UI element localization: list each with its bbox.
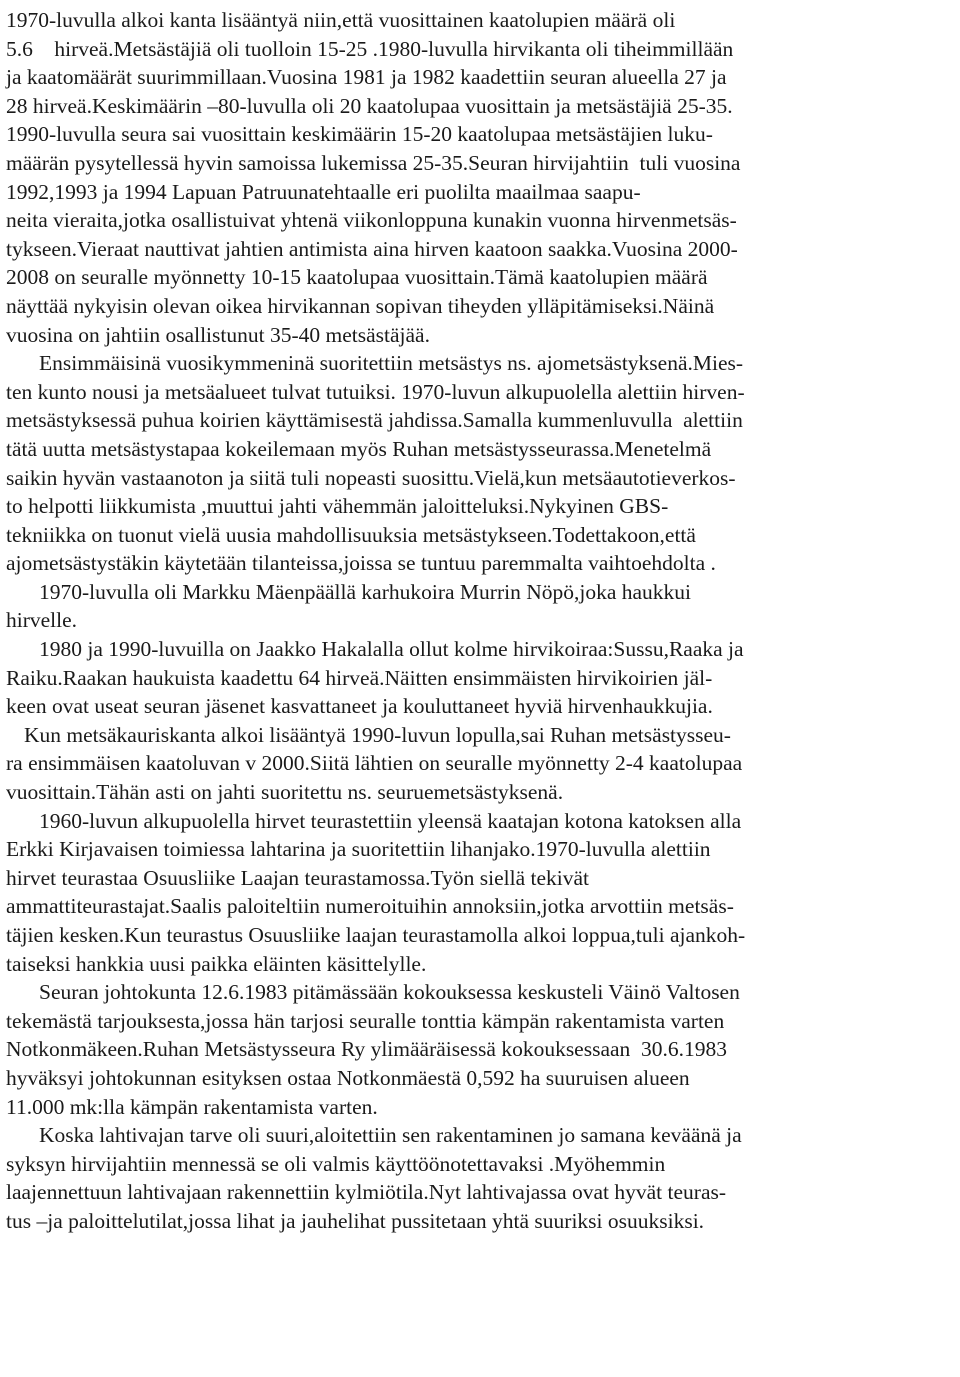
text-line: taiseksi hankkia uusi paikka eläinten käsittelylle. <box>6 951 427 976</box>
text-line: Raiku.Raakan haukuista kaadettu 64 hirveä.Näitten ensimmäisten hirvikoirien jäl- <box>6 665 713 690</box>
text-line: 1960-luvun alkupuolella hirvet teurastettiin yleensä kaatajan kotona katoksen alla <box>39 808 742 833</box>
text-line: Notkonmäkeen.Ruhan Metsästysseura Ry ylimääräisessä kokouksessaan 30.6.1983 <box>6 1037 728 1062</box>
text-line: ajometsästystäkin käytetään tilanteissa,joissa se tuntuu paremmalta vaihtoehdolta . <box>6 551 716 576</box>
text-line: määrän pysytellessä hyvin samoissa lukemissa 25-35.Seuran hirvijahtiin tuli vuosina <box>6 150 741 175</box>
text-line: tekemästä tarjouksesta,jossa hän tarjosi seuralle tonttia kämpän rakentamista varten <box>6 1008 725 1033</box>
text-line: näyttää nykyisin olevan oikea hirvikannan sopivan tiheyden ylläpitämiseksi.Näinä <box>6 293 715 318</box>
text-line: Kun metsäkauriskanta alkoi lisääntyä 1990-luvun lopulla,sai Ruhan metsästysseu- <box>24 722 731 747</box>
text-line: tekniikka on tuonut vielä uusia mahdollisuuksia metsästykseen.Todettakoon,että <box>6 522 696 547</box>
text-line: metsästyksessä puhua koirien käyttämisestä jahdissa.Samalla kummenluvulla alettiin <box>6 408 743 433</box>
text-line: 28 hirveä.Keskimäärin –80-luvulla oli 20 kaatolupaa vuosittain ja metsästäjiä 25-35. <box>6 93 733 118</box>
text-line: täjien kesken.Kun teurastus Osuusliike laajan teurastamolla alkoi loppua,tuli ajankoh- <box>6 923 746 947</box>
text-line: to helpotti liikkumista ,muuttui jahti vähemmän jaloitteluksi.Nykyinen GBS- <box>6 494 669 519</box>
text-line: laajennettuun lahtivajaan rakennettiin kylmiötila.Nyt lahtivajassa ovat hyvät teuras- <box>6 1180 727 1205</box>
text-line: saikin hyvän vastaanoton ja siitä tuli nopeasti suosittu.Vielä,kun metsäautotieverkos- <box>6 465 736 490</box>
text-line: hyväksyi johtokunnan esityksen ostaa Notkonmäestä 0,592 ha suuruisen alueen <box>6 1065 690 1090</box>
text-line: vuosittain.Tähän asti on jahti suoritettu ns. seuruemetsästyksenä. <box>6 780 564 805</box>
text-line: 11.000 mk:lla kämpän rakentamista varten. <box>6 1094 378 1119</box>
text-line: tykseen.Vieraat nauttivat jahtien antimista aina hirven kaatoon saakka.Vuosina 2000- <box>6 236 738 261</box>
text-line: Erkki Kirjavaisen toimiessa lahtarina ja suoritettiin lihanjako.1970-luvulla alettiin <box>6 837 711 862</box>
text-line: ja kaatomäärät suurimmillaan.Vuosina 1981 ja 1982 kaadettiin seuran alueella 27 ja <box>6 65 727 90</box>
text-line: 2008 on seuralle myönnetty 10-15 kaatolupaa vuosittain.Tämä kaatolupien määrä <box>6 265 708 290</box>
text-line: 1970-luvulla alkoi kanta lisääntyä niin,että vuosittainen kaatolupien määrä oli <box>6 8 676 32</box>
document-text <box>6 6 952 1236</box>
text-line: ra ensimmäisen kaatoluvan v 2000.Siitä lähtien on seuralle myönnetty 2-4 kaatolupaa <box>6 751 743 776</box>
text-line: 1980 ja 1990-luvuilla on Jaakko Hakalalla ollut kolme hirvikoiraa:Sussu,Raaka ja <box>39 637 744 662</box>
text-line: keen ovat useat seuran jäsenet kasvattaneet ja kouluttaneet hyviä hirvenhaukkujia. <box>6 694 713 719</box>
text-line: neita vieraita,jotka osallistuivat yhtenä viikonloppuna kunakin vuonna hirvenmetsäs- <box>6 208 737 233</box>
text-line: 1990-luvulla seura sai vuosittain keskimäärin 15-20 kaatolupaa metsästäjien luku- <box>6 122 713 147</box>
text-line: ammattiteurastajat.Saalis paloiteltiin numeroituihin annoksiin,jotka arvottiin metsäs- <box>6 894 734 919</box>
text-line: vuosina on jahtiin osallistunut 35-40 metsästäjää. <box>6 322 430 347</box>
text-line: tus –ja paloittelutilat,jossa lihat ja jauhelihat pussitetaan yhtä suuriksi osuuksiksi. <box>6 1208 705 1233</box>
text-line: 5.6 hirveä.Metsästäjiä oli tuolloin 15-25 .1980-luvulla hirvikanta oli tiheimmillään <box>6 36 734 61</box>
text-line: 1970-luvulla oli Markku Mäenpäällä karhukoira Murrin Nöpö,joka haukkui <box>39 579 692 604</box>
text-line: ten kunto nousi ja metsäalueet tulvat tutuiksi. 1970-luvun alkupuolella alettiin hirven- <box>6 379 745 404</box>
text-line: Koska lahtivajan tarve oli suuri,aloitettiin sen rakentaminen jo samana keväänä ja <box>39 1123 742 1148</box>
text-line: tätä uutta metsästystapaa kokeilemaan myös Ruhan metsästysseurassa.Menetelmä <box>6 436 712 461</box>
text-line: 1992,1993 ja 1994 Lapuan Patruunatehtaalle eri puolilta maailmaa saapu- <box>6 179 641 204</box>
text-line: Ensimmäisinä vuosikymmeninä suoritettiin metsästys ns. ajometsästyksenä.Mies- <box>39 351 744 376</box>
text-line: hirvelle. <box>6 608 78 633</box>
text-line: Seuran johtokunta 12.6.1983 pitämässään kokouksessa keskusteli Väinö Valtosen <box>39 980 740 1005</box>
text-line: hirvet teurastaa Osuusliike Laajan teurastamossa.Työn siellä tekivät <box>6 865 589 890</box>
text-line: syksyn hirvijahtiin mennessä se oli valmis käyttöönotettavaksi .Myöhemmin <box>6 1151 666 1176</box>
